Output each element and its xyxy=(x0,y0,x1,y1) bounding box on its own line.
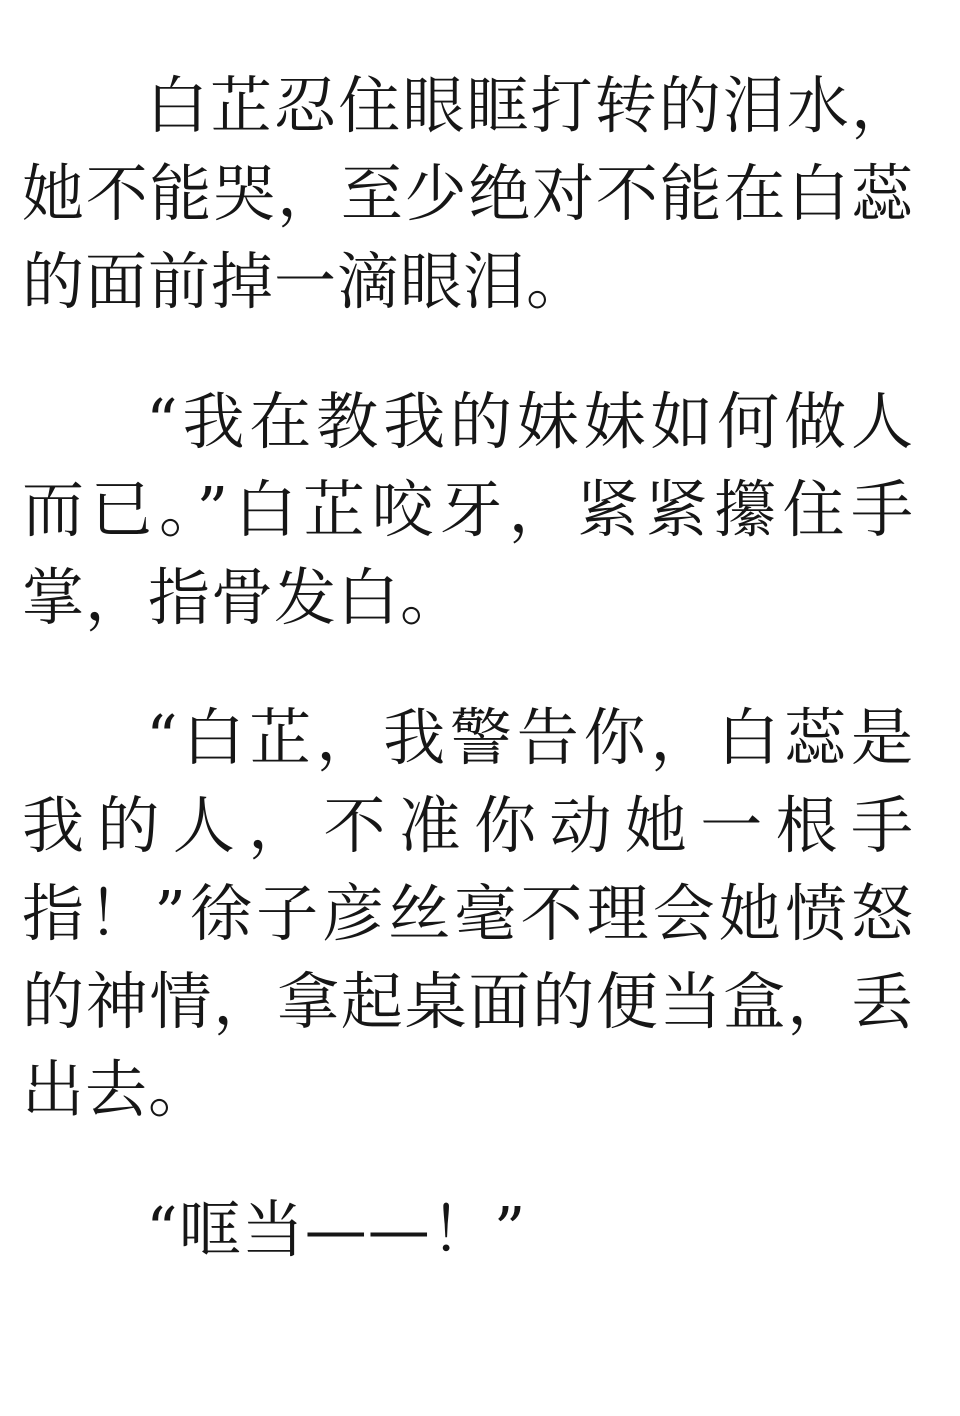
paragraph: 白芷忍住眼眶打转的泪水，她不能哭，至少绝对不能在白蕊的面前掉一滴眼泪。 xyxy=(22,69,914,318)
paragraph: “哐当——！” xyxy=(146,1193,527,1266)
paragraph: “我在教我的妹妹如何做人而已。”白芷咬牙，紧紧攥住手掌，指骨发白。 xyxy=(22,385,914,634)
paragraph: “白芷，我警告你，白蕊是我的人，不准你动她一根手指！”徐子彦丝毫不理会她愤怒的神情，拿起桌面的便当盒，丢出去。 xyxy=(22,701,914,1126)
reader-text-body xyxy=(22,62,914,1274)
